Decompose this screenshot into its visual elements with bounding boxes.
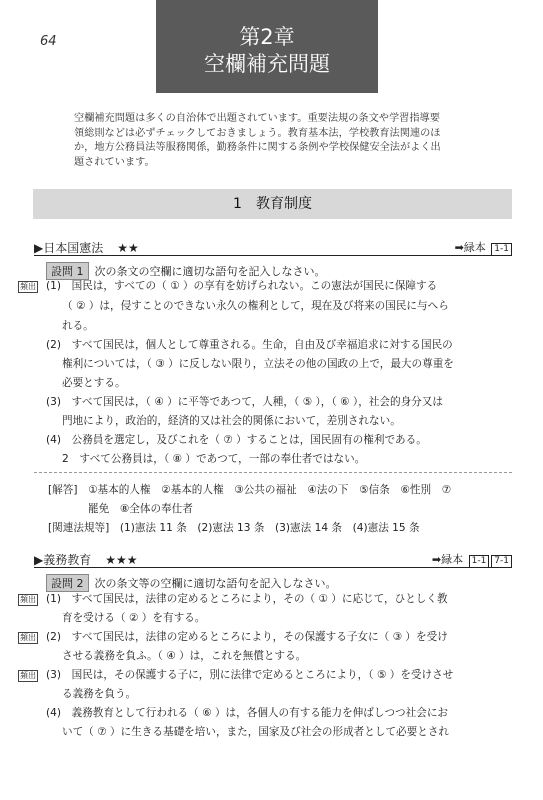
text-line: 2 すべて公務員は，（ ⑧ ）であつて，一部の奉仕者ではない。 <box>62 453 366 465</box>
chapter-number: 第2章 <box>239 25 295 49</box>
text-line: (3) 国民は，その保護する子に，別に法律で定めるところにより，（ ⑤ ）を受けさせ <box>46 669 454 681</box>
intro-line: 領総則などは必ずチェックしておきましょう。教育基本法，学校教育法関連のほ <box>74 127 441 139</box>
dashed-divider <box>34 472 512 473</box>
text-line: (2) すべて国民は，個人として尊重される。生命，自由及び幸福追求に対する国民の <box>46 339 453 351</box>
divider <box>34 255 512 256</box>
question-2: 設問 2 次の条文等の空欄に適切な語句を記入しなさい。 <box>46 574 337 592</box>
text-line: (1) 国民は，すべての（ ① ）の享有を妨げられない。この憲法が国民に保障する <box>46 280 438 292</box>
intro-line: 空欄補充問題は多くの自治体で出題されています。重要法規の条文や学習指導要 <box>74 113 440 124</box>
text-line: れる。 <box>62 320 94 332</box>
importance-stars: ★★ <box>117 241 139 255</box>
question-badge: 設問 1 <box>46 262 89 280</box>
text-line: (3) すべて国民は，（ ④ ）に平等であつて，人種，（ ⑤ ），（ ⑥ ），社会的身分又は <box>46 396 443 408</box>
question-1: 設問 1 次の条文の空欄に適切な語句を記入しなさい。 <box>46 262 326 280</box>
text-line: （ ② ）は，侵すことのできない永久の権利として，現在及び将来の国民に与へら <box>62 300 449 312</box>
related-laws: [関連法規等] (1)憲法 11 条 (2)憲法 13 条 (3)憲法 14 条 (4)憲法 15 条 <box>48 522 420 534</box>
topic-title: ▶日本国憲法 ★★ <box>34 241 139 255</box>
related-label: [関連法規等] <box>48 522 110 534</box>
ref-box: 1-1 <box>491 243 512 256</box>
answer-line: 罷免 ⑧全体の奉仕者 <box>88 503 193 515</box>
text-line: (4) 義務教育として行われる（ ⑥ ）は，各個人の有する能力を伸ばしつつ社会にお <box>46 707 449 719</box>
text-line: いて（ ⑦ ）に生きる基礎を培い，また，国家及び社会の形成者として必要とされ <box>62 726 450 738</box>
topic-header-compulsory-education <box>34 548 512 568</box>
question-badge: 設問 2 <box>46 574 89 592</box>
topic-title: ▶義務教育 ★★★ <box>34 553 138 567</box>
importance-stars: ★★★ <box>105 553 138 567</box>
divider <box>34 567 512 568</box>
frequent-tag: 頻出 <box>20 282 36 291</box>
intro-paragraph <box>74 112 484 170</box>
ref-box: 1-1 <box>469 555 490 568</box>
text-line: (4) 公務員を選定し，及びこれを（ ⑦ ）することは，国民固有の権利である。 <box>46 434 427 446</box>
page-number: 64 <box>40 34 57 49</box>
frequent-tag: 頻出 <box>20 671 36 680</box>
text-line: 権利については，（ ③ ）に反しない限り，立法その他の国政の上で，最大の尊重を <box>62 358 454 370</box>
reference-link[interactable]: ➡緑本 1-1 <box>455 239 512 256</box>
chapter-header <box>156 0 378 93</box>
chapter-title: 空欄補充問題 <box>204 52 330 76</box>
intro-line: か，地方公務員法等服務関係，勤務条件に関する条例や学校保健安全法がよく出 <box>74 142 441 153</box>
section-title: 1 教育制度 <box>33 189 512 219</box>
answer-line: [解答] ①基本的人権 ②基本的人権 ③公共の福祉 ④法の下 ⑤信条 ⑥性別 ⑦ <box>48 484 452 496</box>
text-line: る義務を負う。 <box>62 688 137 700</box>
text-line: 育を受ける（ ② ）を有する。 <box>62 612 206 624</box>
topic-header-constitution <box>34 236 512 256</box>
frequent-tag: 頻出 <box>20 595 36 604</box>
frequent-tag: 頻出 <box>20 633 36 642</box>
intro-line: 題されています。 <box>74 156 155 168</box>
text-line: 門地により，政治的，経済的又は社会的関係において，差別されない。 <box>62 415 401 427</box>
ref-box: 7-1 <box>491 555 512 568</box>
text-line: 必要とする。 <box>62 377 126 389</box>
text-line: (1) すべて国民は，法律の定めるところにより，その（ ① ）に応じて，ひとしく教 <box>46 593 448 605</box>
text-line: させる義務を負ふ。（ ④ ）は，これを無償とする。 <box>62 650 307 662</box>
answer-label: [解答] <box>48 484 78 496</box>
text-line: (2) すべて国民は，法律の定めるところにより，その保護する子女に（ ③ ）を受け <box>46 631 448 643</box>
reference-link[interactable]: ➡緑本 1-1 7-1 <box>432 551 512 568</box>
